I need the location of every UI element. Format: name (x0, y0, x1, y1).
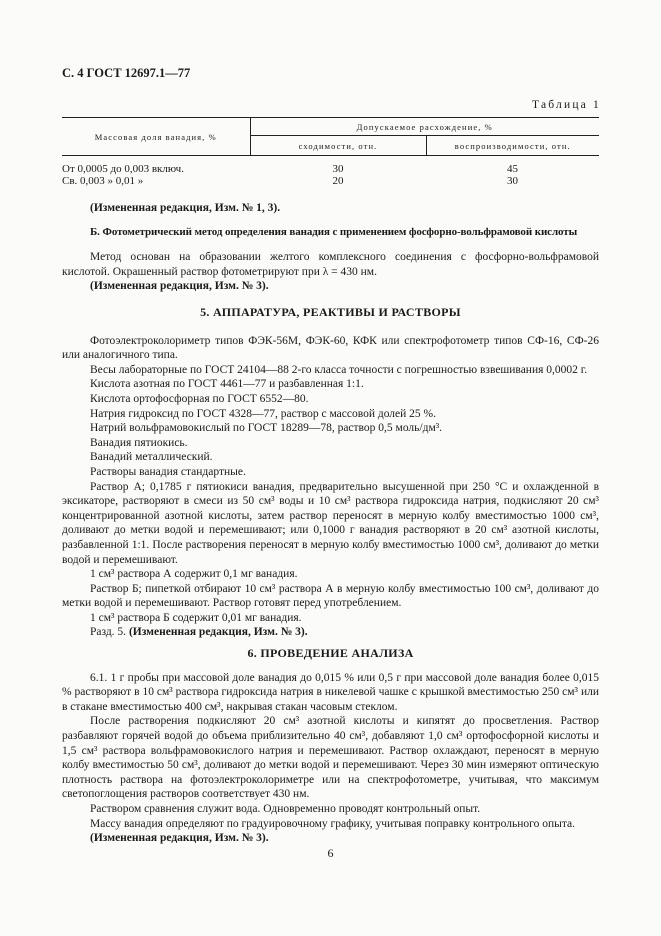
paragraph: После растворения подкисляют 20 см³ азотной кислоты и кипятят до просветления. Раствор разбавляют горячей водой до объема приблизительно 40 см³, добавляют 1,0 см³ ортофосфорной кислоты и 1,5 см³ раствора вольфрамовокислого натрия и перемешивают. Раствор охлаждают, переносят в мерную колбу вместимостью 50 см³, доливают до метки водой и перемешивают. Через 30 мин измеряют оптическую плотность раствора на фотоэлектроколориметре или на спектрофотометре, учитывая, что максимум светопоглощения растворов соответствует 430 нм. (62, 715, 599, 801)
column-header-tolerance: Допускаемое расхождение, % (250, 118, 599, 136)
paragraph: Ванадий металлический. (90, 451, 213, 464)
section-b-title: Б. Фотометрический метод определения ванадия с применением фосфорно-вольфрамовой кислоты (90, 225, 578, 238)
table-cell-range: Св. 0,003 » 0,01 » (62, 175, 144, 187)
table-cell-convergence: 20 (332, 175, 344, 187)
paragraph: Кислота ортофосфорная по ГОСТ 6552—80. (90, 392, 309, 405)
table-cell-range: От 0,0005 до 0,003 включ. (62, 163, 184, 175)
column-header-convergence: сходимости, отн. (250, 136, 426, 156)
paragraph: Метод основан на образовании желтого комплексного соединения с фосфорно-вольфрамовой кислотой. Окрашенный раствор фотометрируют при λ = 430 нм. (62, 251, 599, 278)
table-cell-reproducibility: 30 (507, 175, 518, 187)
edit-note: (Измененная редакция, Изм. № 1, 3). (90, 202, 281, 214)
paragraph: 1 см³ раствора А содержит 0,1 мг ванадия. (90, 568, 298, 581)
section-title: 5. АППАРАТУРА, РЕАКТИВЫ И РАСТВОРЫ (200, 305, 461, 319)
section-b-block (62, 201, 599, 294)
table-cell-reproducibility: 45 (507, 163, 518, 175)
section-5 (62, 305, 599, 640)
edit-note-prefix: Разд. 5. (90, 626, 127, 639)
paragraph: Раствор А; 0,1785 г пятиокиси ванадия, предварительно высушенной при 250 °С и охлажденной в эксикаторе, растворяют в смеси из 50 см³ воды и 10 см³ раствора гидроксида натрия, подкисляют 20 см³ концентрированной азотной кислоты, затем раствор переносят в мерную колбу вместимостью 1000 см³, доливают до метки водой и перемешивают; или 0,1000 г ванадия растворяют в 20 см³ азотной кислоты, разбавленной 1:1. После растворения переносят в мерную колбу вместимостью 1000 см³, доливают до метки водой и перемешивают. (62, 480, 599, 566)
paragraph: Растворы ванадия стандартные. (90, 465, 246, 478)
paragraph: Массу ванадия определяют по градуировочному графику, учитывая поправку контрольного опыта. (90, 817, 576, 830)
paragraph: 1 см³ раствора Б содержит 0,01 мг ванадия. (90, 611, 302, 624)
page-number: 6 (327, 846, 334, 860)
paragraph: Раствор Б; пипеткой отбирают 10 см³ раствора А в мерную колбу вместимостью 100 см³, доливают до метки водой и перемешивают. Раствор готовят перед употреблением. (62, 582, 599, 610)
paragraph: Натрия гидроксид по ГОСТ 4328—77, раствор с массовой долей 25 %. (90, 407, 436, 420)
paragraph: 6.1. 1 г пробы при массовой доле ванадия до 0,015 % или 0,5 г при массовой доле ванадия более 0,015 % растворяют в 10 см³ раствора гидроксида натрия в никелевой чашке с крышкой вместимостью 250 см³ или в стакане вместимостью 400 см³, накрывая стакан часовым стеклом. (62, 671, 599, 713)
paragraph: Фотоэлектроколориметр типов ФЭК-56М, ФЭК-60, КФК или спектрофотометр типов СФ-16, СФ-26 или аналогичного типа. (62, 334, 599, 362)
paragraph: Ванадия пятиокись. (90, 436, 188, 449)
tolerance-table (62, 117, 599, 187)
table-caption: Таблица 1 (532, 99, 601, 111)
page-header: С. 4 ГОСТ 12697.1—77 (62, 66, 191, 80)
paragraph: Раствором сравнения служит вода. Одновременно проводят контрольный опыт. (90, 802, 481, 815)
table-row (62, 156, 599, 176)
table-cell-convergence: 30 (332, 163, 344, 175)
edit-note: (Измененная редакция, Изм. № 3). (128, 626, 308, 639)
section-6 (62, 646, 599, 846)
edit-note: (Измененная редакция, Изм. № 3). (90, 280, 269, 293)
column-header-reproducibility: воспроизводимости, отн. (426, 136, 599, 156)
edit-note-line (62, 625, 599, 640)
paragraph: Кислота азотная по ГОСТ 4461—77 и разбавленная 1:1. (90, 378, 364, 391)
edit-note: (Измененная редакция, Изм. № 3). (90, 832, 269, 845)
paragraph: Весы лабораторные по ГОСТ 24104—88 2-го класса точности с погрешностью взвешивания 0,0002 г. (90, 363, 588, 376)
paragraph: Натрий вольфрамовокислый по ГОСТ 18289—78, раствор 0,5 моль/дм³. (90, 422, 443, 435)
section-title: 6. ПРОВЕДЕНИЕ АНАЛИЗА (247, 646, 414, 660)
column-header-mass-fraction: Массовая доля ванадия, % (62, 118, 250, 156)
table-row (62, 175, 599, 187)
